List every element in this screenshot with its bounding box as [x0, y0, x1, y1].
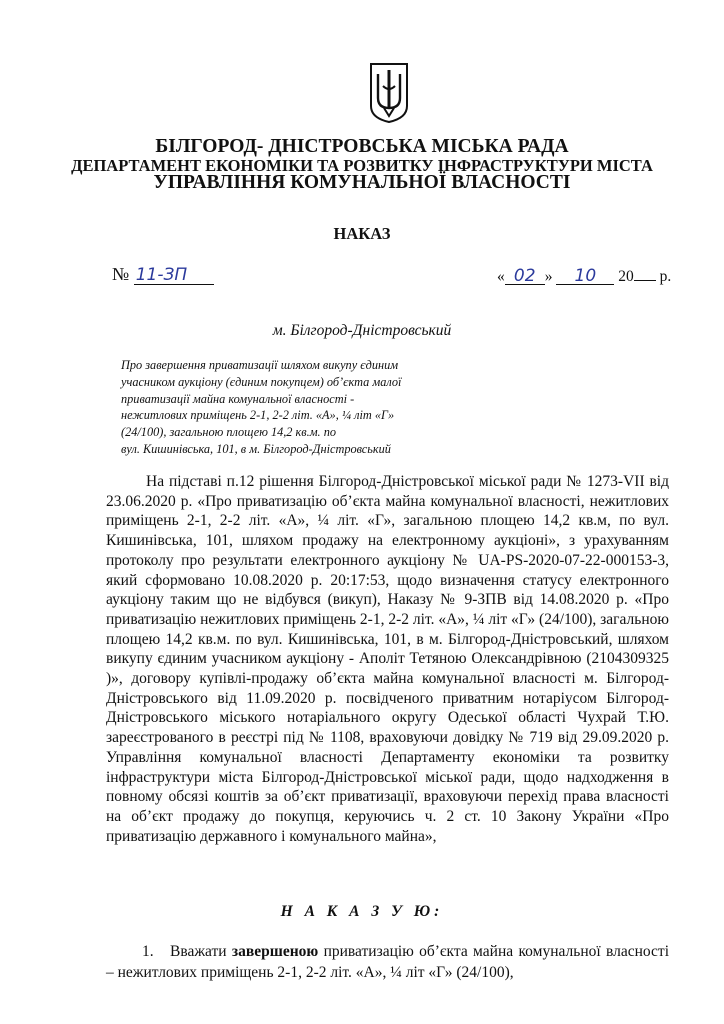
subject-line: нежитлових приміщень 2-1, 2-2 літ. «А», ¼ літ «Г»	[121, 408, 395, 423]
trident-coat-of-arms-icon	[369, 62, 409, 124]
order-item-1	[106, 941, 669, 983]
number-value: 11-ЗП	[134, 266, 214, 285]
number-label: №	[112, 264, 130, 284]
date-year-prefix: 20	[618, 268, 634, 285]
preamble-paragraph: На підставі п.12 рішення Білгород-Дністровської міської ради № 1273-VII від 23.06.2020 р. «Про приватизацію об’єкта майна комунальної власності, нежитлових приміщень 2-1, 2-2 літ. «А», ¼ літ. «Г», загальною площею 14,2 кв.м, по вул. Кишинівська, 101, шляхом продажу на електронному аукціоні», з урахуванням протоколу про результати електронного аукціону № UA-PS-2020-07-22-000153-3, який сформовано 10.08.2020 р. 20:17:53, щодо визначення статусу електронного аукціону таким що не відбувся (викуп), Наказу № 9-ЗПВ від 14.08.2020 р. «Про приватизацію нежитлових приміщень 2-1, 2-2 літ. «А», ¼ літ «Г» (24/100), загальною площею 14,2 кв.м. по вул. Кишинівська, 101, в м. Білгород-Дністровський, шляхом викупу єдиним учасником аукціону - Аполіт Тетяною Олександрівною (2104309325 )», договору купівлі-продажу об’єкта майна комунальної власності м. Білгород-Дністровського від 11.09.2020 р. посвідченого приватним нотаріусом Білгород-Дністровського міського нотаріального округу Одеської області Чухрай Т.Ю. зареєстрованого в реєстрі під № 1108, враховуючи довідку № 719 від 29.09.2020 р. Управління комунальної власності Департаменту економіки та розвитку інфраструктури міста Білгород-Дністровської міської ради, щодо надходження в повному обсязі коштів за об’єкт приватизації, враховуючи перехід права власності на об’єкт продажу до покупця, керуючись ч. 2 ст. 10 Закону України «Про приватизацію державного і комунального майна»,	[106, 473, 669, 845]
item-number: 1.	[142, 943, 154, 960]
date-day: 02	[505, 268, 545, 285]
office-name: УПРАВЛІННЯ КОМУНАЛЬНОЇ ВЛАСНОСТІ	[153, 172, 571, 193]
date-month: 10	[556, 268, 614, 285]
order-number	[112, 264, 214, 285]
item-text-pre: Вважати	[170, 943, 232, 960]
document-title: НАКАЗ	[333, 224, 391, 243]
order-heading: Н А К А З У Ю:	[280, 903, 444, 920]
subject-line: (24/100), загальною площею 14,2 кв.м. по	[121, 425, 336, 440]
item-text-bold: завершеною	[231, 943, 319, 960]
subject-line: приватизації майна комунальної власності -	[121, 391, 355, 406]
subject-line: учасником аукціону (єдиним покупцем) об’єкта малої	[121, 374, 402, 389]
item-text-post: приватизацію об’єкта майна комунальної власності – нежитлових приміщень 2-1, 2-2 літ. «А», ¼ літ «Г» (24/100),	[106, 943, 669, 981]
date-year-suffix: р.	[659, 268, 672, 285]
date-open-quote: «	[497, 268, 505, 285]
city-line: м. Білгород-Дністровський	[272, 322, 452, 339]
date-close-quote: »	[544, 268, 553, 285]
subject-line: вул. Кишинівська, 101, в м. Білгород-Дністровський	[121, 441, 391, 456]
council-name: БІЛГОРОД- ДНІСТРОВСЬКА МІСЬКА РАДА	[155, 136, 569, 157]
department-name: ДЕПАРТАМЕНТ ЕКОНОМІКИ ТА РОЗВИТКУ ІНФРАСТРУКТУРИ МІСТА	[71, 156, 653, 175]
date-year-blank	[634, 280, 656, 281]
subject-line: Про завершення приватизації шляхом викупу єдиним	[121, 358, 399, 372]
order-subject	[121, 357, 471, 458]
order-date	[497, 268, 671, 286]
